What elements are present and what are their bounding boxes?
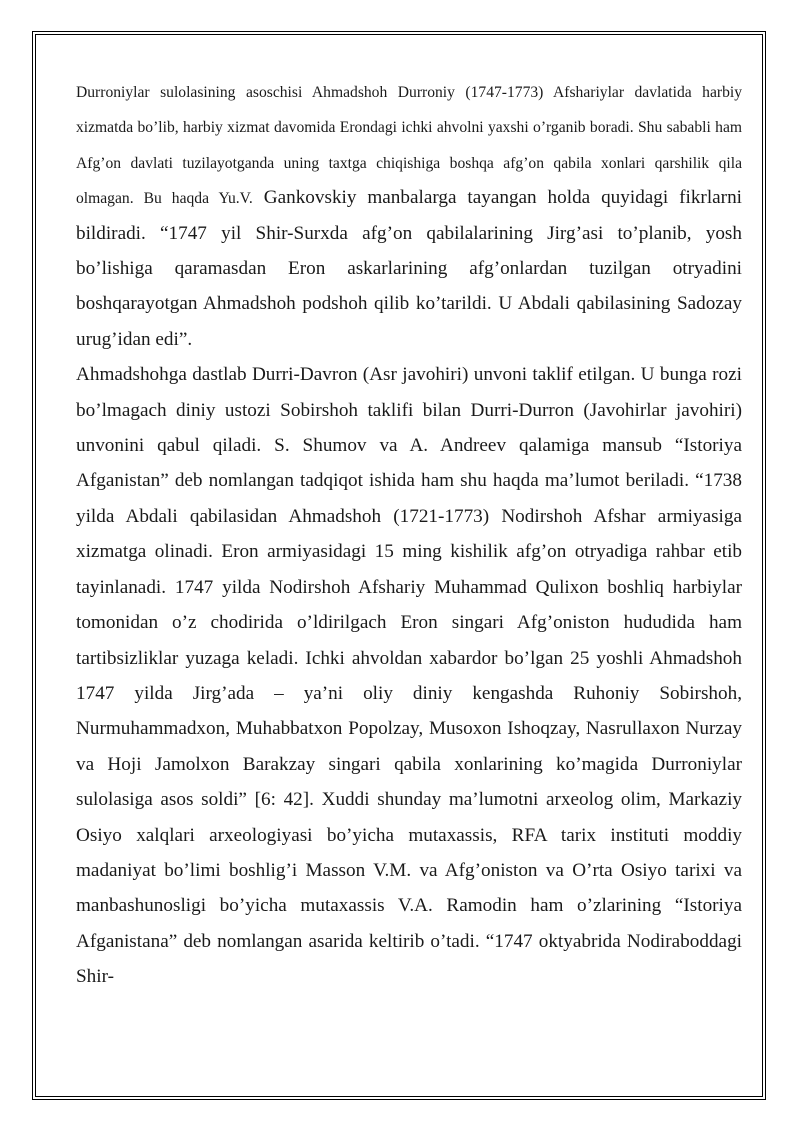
paragraph-1-small-text: Durroniylar sulolasining asoschisi Ahmadshoh Durroniy (1747-1773) Afshariylar davlatida harbiy xizmatda bo’lib, harbiy xizmat davomida Erondagi ichki ahvolni yaxshi o’rganib boradi. Shu sababli ham Afg’on davlati tuzilayotganda uning taxtga chiqishiga boshqa afg’on qabila xonlari qarshilik qila olmagan. Bu haqda Yu.V. [76, 84, 742, 208]
paragraph-2: Ahmadshohga dastlab Durri-Davron (Asr javohiri) unvoni taklif etilgan. U bunga rozi bo’lmagach diniy ustozi Sobirshoh taklifi bilan Durri-Durron (Javohirlar javohiri) unvonini qabul qiladi. S. Shumov va A. Andreev qalamiga mansub “Istoriya Afganistan” deb nomlangan tadqiqot ishida ham shu haqda ma’lumot beriladi. “1738 yilda Abdali qabilasidan Ahmadshoh (1721-1773) Nodirshoh Afshar armiyasiga xizmatga olinadi. Eron armiyasidagi 15 ming kishilik afg’on otryadiga rahbar etib tayinlanadi. 1747 yilda Nodirshoh Afshariy Muhammad Qulixon boshliq harbiylar tomonidan o’z chodirida o’ldirilgach Eron singari Afg’oniston hududida ham tartibsizliklar yuzaga keladi. Ichki ahvoldan xabardor bo’lgan 25 yoshli Ahmadshoh 1747 yilda Jirg’ada – ya’ni oliy diniy kengashda Ruhoniy Sobirshoh, Nurmuhammadxon, Muhabbatxon Popolzay, Musoxon Ishoqzay, Nasrullaxon Nurzay va Hoji Jamolxon Barakzay singari qabila xonlarining ko’magida Durroniylar sulolasiga asos soldi” [6: 42]. Xuddi shunday ma’lumotni arxeolog olim, Markaziy Osiyo xalqlari arxeologiyasi bo’yicha mutaxassis, RFA tarix instituti moddiy madaniyat bo’limi boshlig’i Masson V.M. va Afg’oniston va O’rta Osiyo tarixi va manbashunosligi bo’yicha mutaxassis V.A. Ramodin ham o’zlarining “Istoriya Afganistana” deb nomlangan asarida keltirib o’tadi. “1747 oktyabrida Nodiraboddagi Shir- [76, 364, 742, 988]
paragraph-1 [76, 74, 742, 357]
document-body [76, 74, 742, 995]
paragraph-1-text: Gankovskiy manbalarga tayangan holda quyidagi fikrlarni bildiradi. “1747 yil Shir-Surxda afg’on qabilalarining Jirg’asi to’planib, yosh bo’lishiga qaramasdan Eron askarlarining afg’onlardan tuzilgan otryadini boshqarayotgan Ahmadshoh podshoh qilib ko’tarildi. U Abdali qabilasining Sadozay urug’idan edi”. [76, 187, 742, 350]
